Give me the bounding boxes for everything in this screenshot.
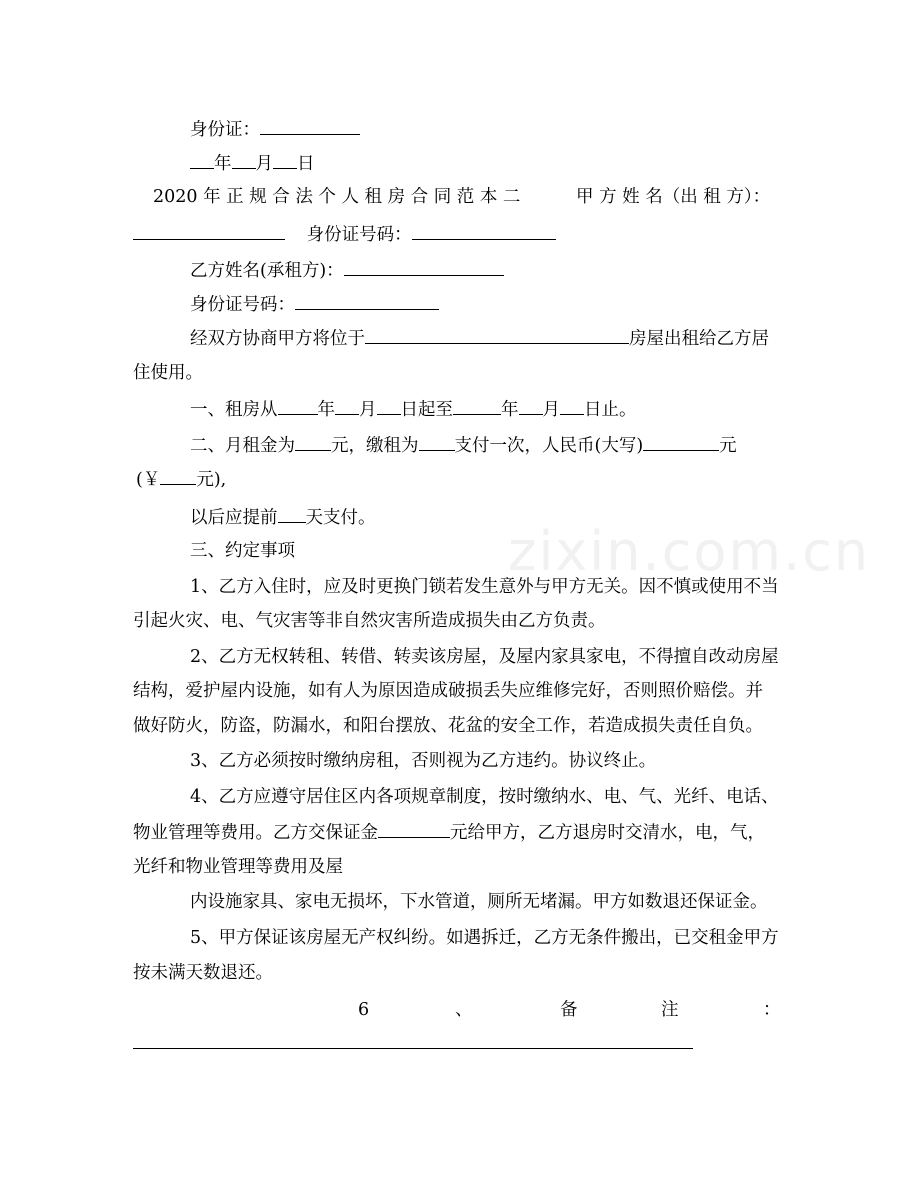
blank: [278, 505, 306, 523]
blank: [643, 433, 719, 451]
advance-text: 天支付。: [305, 508, 376, 528]
day-blank: [273, 151, 297, 169]
item-4-text: 元给甲方，乙方退房时交清水，电，气，: [450, 823, 765, 843]
party-b-name-line: [190, 258, 504, 283]
item-4-line-4: 内设施家具、家电无损坏，下水管道，厕所无堵漏。甲方如数退还保证金。: [190, 892, 768, 912]
item-1-line-2: 引起火灾、电、气灾害等非自然灾害所造成损失由乙方负责。: [133, 611, 606, 631]
item-6-char-1: 备: [560, 1000, 578, 1020]
location-blank: [365, 326, 629, 344]
term-month: 月: [542, 400, 560, 420]
blank: [295, 433, 331, 451]
remarks-blank-line: [133, 1048, 693, 1049]
rent-text: 元，缴租为: [331, 436, 419, 456]
deposit-blank: [378, 820, 450, 838]
item-4-line-2: [133, 820, 765, 845]
rent-text: 元),: [196, 470, 227, 490]
day-label: 日: [297, 154, 315, 174]
party-b-name-blank: [344, 258, 504, 276]
term-month: 月: [359, 400, 377, 420]
item-4-text: 物业管理等费用。乙方交保证金: [133, 823, 378, 843]
item-6-colon: ：: [763, 1000, 781, 1020]
year-label: 年: [214, 154, 232, 174]
document-title: 2020 年 正 规 合 法 个 人 租 房 合 同 范 本 二: [153, 187, 521, 207]
location-cont: 住使用。: [133, 363, 203, 383]
item-6-char-2: 注: [661, 1000, 679, 1020]
party-a-id-line: [133, 222, 556, 247]
id-label: 身份证：: [190, 120, 260, 140]
item-2-line-3: 做好防火，防盗，防漏水，和阳台摆放、花盆的安全工作，若造成损失责任自负。: [133, 716, 763, 736]
term-line: [190, 397, 637, 422]
blank: [278, 397, 318, 415]
advance-line: [190, 505, 376, 530]
rent-text: 支付一次，人民币(大写): [454, 436, 644, 456]
location-prefix: 经双方协商甲方将位于: [190, 329, 365, 349]
rent-text: 二、月租金为: [190, 436, 295, 456]
blank: [377, 397, 401, 415]
party-a-name-label: 甲 方 姓 名（出 租 方）：: [576, 187, 771, 207]
advance-text: 以后应提前: [190, 508, 278, 528]
term-from: 一、租房从: [190, 400, 278, 420]
item-1-line-1: 1、乙方入住时，应及时更换门锁若发生意外与甲方无关。因不慎或使用不当: [190, 577, 779, 597]
blank: [519, 397, 543, 415]
blank: [160, 467, 196, 485]
item-2-line-1: 2、乙方无权转租、转借、转卖该房屋，及屋内家具家电，不得擅自改动房屋: [190, 647, 779, 667]
party-b-id-line: [190, 292, 439, 317]
item-4-line-3: 光纤和物业管理等费用及屋: [133, 857, 343, 877]
rent-line: [190, 433, 737, 458]
rent-text: (￥: [136, 470, 161, 490]
term-day-to: 日起至: [400, 400, 453, 420]
item-2-line-2: 结构，爱护屋内设施，如有人为原因造成破损丢失应维修完好，否则照价赔偿。并: [133, 681, 763, 701]
item-5-line-1: 5、甲方保证该房屋无产权纠纷。如遇拆迁，乙方无条件搬出，已交租金甲方: [190, 928, 779, 948]
item-3: 3、乙方必须按时缴纳房租，否则视为乙方违约。协议终止。: [190, 751, 657, 771]
month-label: 月: [255, 154, 273, 174]
item-6-separator: 、: [455, 1000, 473, 1020]
item-5-line-2: 按未满天数退还。: [133, 963, 273, 983]
section-3-heading: 三、约定事项: [190, 541, 295, 561]
term-year: 年: [501, 400, 519, 420]
id-line: [190, 117, 360, 142]
location-line: [190, 326, 769, 351]
blank: [453, 397, 501, 415]
month-blank: [232, 151, 256, 169]
year-blank: [190, 151, 214, 169]
blank: [335, 397, 359, 415]
party-a-id-label: 身份证号码：: [306, 225, 412, 245]
term-day-end: 日止。: [584, 400, 637, 420]
watermark: zixin.com.cn: [508, 520, 871, 583]
party-a-id-blank: [412, 222, 556, 240]
rent-line-2: [136, 467, 226, 492]
party-a-name-blank: [133, 222, 285, 240]
id-blank: [260, 117, 360, 135]
blank: [560, 397, 584, 415]
blank: [419, 433, 455, 451]
party-b-id-label: 身份证号码：: [190, 295, 295, 315]
party-a-name-line: [576, 185, 770, 209]
item-4-line-1: 4、乙方应遵守居住区内各项规章制度，按时缴纳水、电、气、光纤、电话、: [190, 787, 779, 807]
location-suffix: 房屋出租给乙方居: [629, 329, 769, 349]
term-year: 年: [317, 400, 335, 420]
party-b-id-blank: [295, 292, 439, 310]
date-line: [190, 151, 315, 176]
rent-text: 元: [719, 436, 737, 456]
party-b-name-label: 乙方姓名(承租方)：: [190, 261, 344, 281]
title-line: [153, 185, 520, 209]
item-6-number: 6: [358, 1000, 370, 1020]
